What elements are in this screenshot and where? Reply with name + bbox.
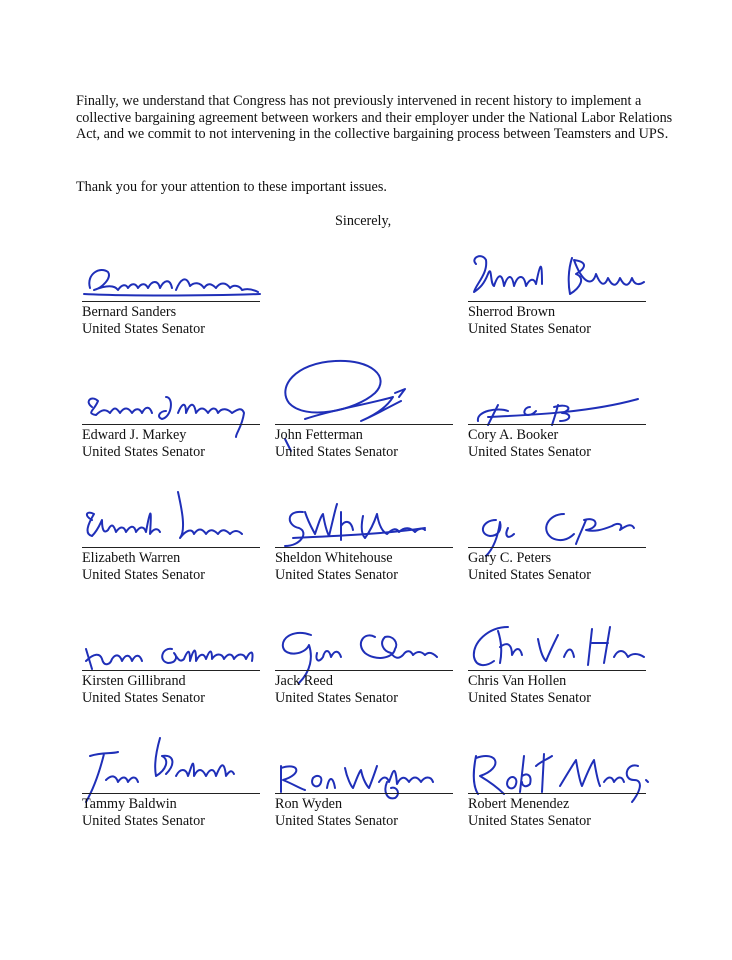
signature-block-wyden [275,736,459,854]
signatory-name: Elizabeth Warren [82,550,181,566]
signature-block-sanders [82,244,266,362]
signatory-name: Tammy Baldwin [82,796,177,812]
signatory-title: United States Senator [468,567,591,583]
signature-block-baldwin [82,736,266,854]
signature-line [468,670,646,671]
signature-line [468,301,646,302]
signature-line [82,301,260,302]
signatory-title: United States Senator [275,567,398,583]
closing-paragraph: Finally, we understand that Congress has not previously intervened in recent history to implement a collective bargaining agreement between workers and their employer under the National Labor Relations Act, and we commit to not intervening in the collective bargaining process between Teamsters and UPS. [76,93,673,143]
signatory-name: Bernard Sanders [82,304,177,320]
signature-block-markey [82,367,266,485]
signatory-name: Cory A. Booker [468,427,559,443]
signatory-name: Robert Menendez [468,796,570,812]
signatory-name: Ron Wyden [275,796,343,812]
signature-line [275,793,453,794]
signatory-name: Kirsten Gillibrand [82,673,186,689]
signature-block-peters [468,490,652,608]
signature-line [468,424,646,425]
signatory-title: United States Senator [275,444,398,460]
signature-block-reed [275,613,459,731]
signatory-title: United States Senator [275,813,398,829]
signatory-title: United States Senator [275,690,398,706]
thank-you-paragraph: Thank you for your attention to these important issues. [76,179,387,195]
signature-block-whitehouse [275,490,459,608]
signature-line [468,547,646,548]
signatory-title: United States Senator [82,444,205,460]
signature-block-warren [82,490,266,608]
signatory-name: Chris Van Hollen [468,673,567,689]
signature-line [275,424,453,425]
signatory-title: United States Senator [468,444,591,460]
signatory-title: United States Senator [82,567,205,583]
signature-line [275,670,453,671]
signature-block-booker [468,367,652,485]
signature-line [82,670,260,671]
signatory-name: John Fetterman [275,427,363,443]
signature-line [275,547,453,548]
signatory-title: United States Senator [82,321,205,337]
signatory-title: United States Senator [468,690,591,706]
signature-line [468,793,646,794]
signatory-title: United States Senator [468,321,591,337]
signatory-name: Sherrod Brown [468,304,556,320]
signatory-title: United States Senator [468,813,591,829]
signatory-name: Sheldon Whitehouse [275,550,393,566]
signatory-name: Gary C. Peters [468,550,552,566]
signatory-title: United States Senator [82,690,205,706]
signatory-name: Edward J. Markey [82,427,187,443]
signature-block-fetterman [275,367,459,485]
signature-block-van-hollen [468,613,652,731]
signature-line [82,793,260,794]
closing-salutation: Sincerely, [335,213,392,229]
signature-line [82,547,260,548]
signatory-name: Jack Reed [275,673,333,689]
signatory-title: United States Senator [82,813,205,829]
signature-block-menendez [468,736,652,854]
signature-block-gillibrand [82,613,266,731]
signature-block-brown [468,244,652,362]
signature-line [82,424,260,425]
